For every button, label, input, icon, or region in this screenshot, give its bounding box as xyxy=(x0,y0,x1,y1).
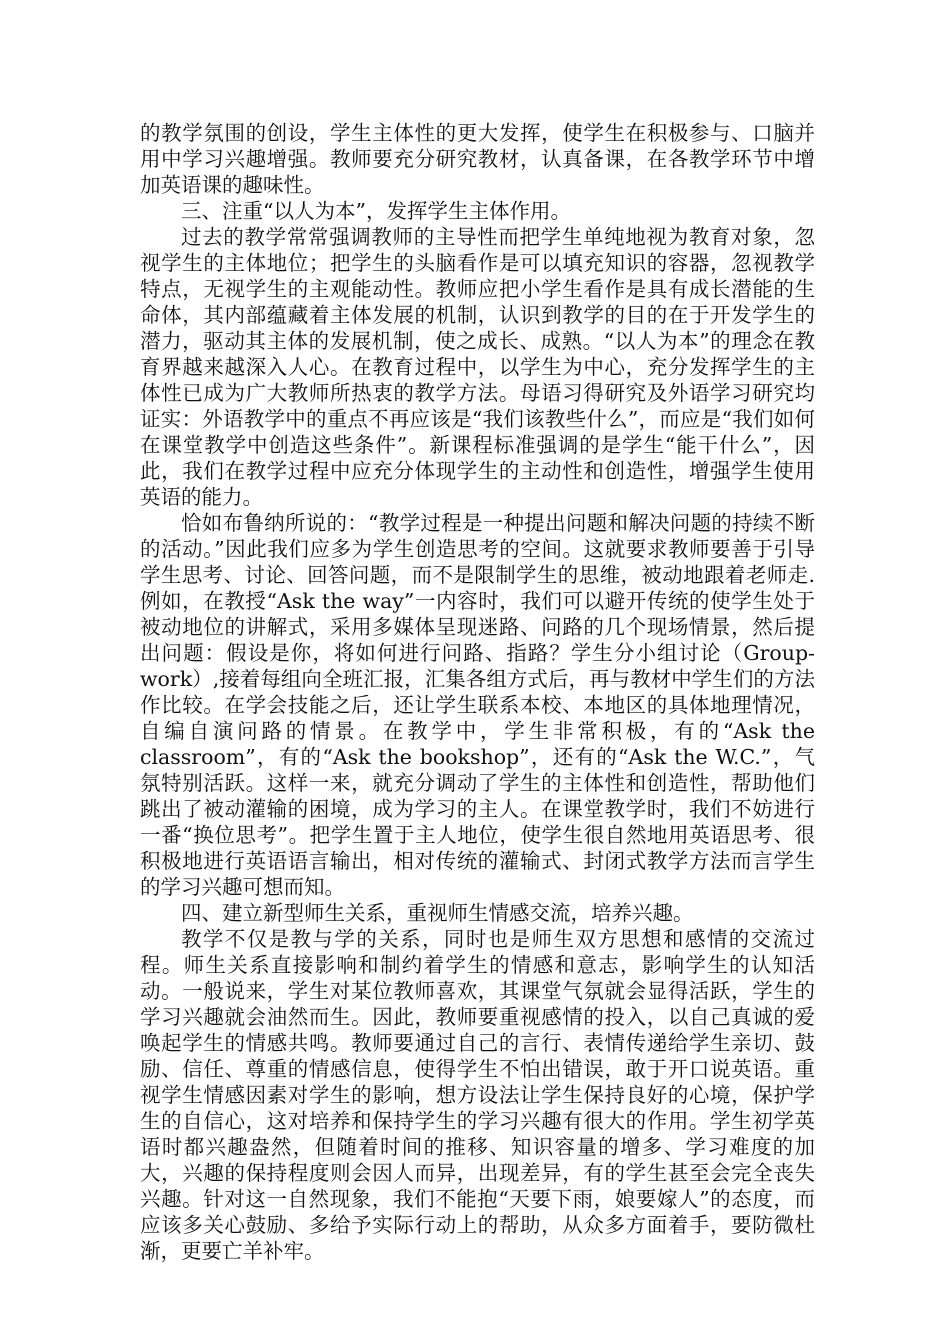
document-body xyxy=(140,120,815,1264)
paragraph-continuation: 的教学氛围的创设，学生主体性的更大发挥，使学生在积极参与、口脑并用中学习兴趣增强。教师要充分研究教材，认真备课，在各教学环节中增加英语课的趣味性。 xyxy=(140,121,815,197)
section-heading-four: 四、建立新型师生关系，重视师生情感交流，培养兴趣。 xyxy=(181,901,694,925)
paragraph-bruner-example: 恰如布鲁纳所说的：“教学过程是一种提出问题和解决问题的持续不断的活动。”因此我们应多为学生创造思考的空间。这就要求教师要善于引导学生思考、讨论、回答问题，而不是限制学生的思维，被动地跟着老师走.例如，在教授“Ask the way”一内容时，我们可以避开传统的使学生处于被动地位的讲解式，采用多媒体呈现迷路、问路的几个现场情景，然后提出问题：假设是你，将如何进行问路、指路？学生分小组讨论（Group-work）,接着每组向全班汇报，汇集各组方式后，再与教材中学生们的方法作比较。在学会技能之后，还让学生联系本校、本地区的具体地理情况，自编自演问路的情景。在教学中，学生非常积极，有的“Ask the classroom”，有的“Ask the bookshop”，还有的“Ask the W.C.”，气氛特别活跃。这样一来，就充分调动了学生的主体性和创造性，帮助他们跳出了被动灌输的困境，成为学习的主人。在课堂教学时，我们不妨进行一番“换位思考”。把学生置于主人地位，使学生很自然地用英语思考、很积极地进行英语语言输出，相对传统的灌输式、封闭式教学方法而言学生的学习兴趣可想而知。 xyxy=(140,511,815,899)
paragraph-student-centered: 过去的教学常常强调教师的主导性而把学生单纯地视为教育对象，忽视学生的主体地位；把学生的头脑看作是可以填充知识的容器，忽视教学特点，无视学生的主观能动性。教师应把小学生看作是具有成长潜能的生命体，其内部蕴藏着主体发展的机制，认识到教学的目的在于开发学生的潜力，驱动其主体的发展机制，使之成长、成熟。“以人为本”的理念在教育界越来越深入人心。在教育过程中，以学生为中心，充分发挥学生的主体性已成为广大教师所热衷的教学方法。母语习得研究及外语学习研究均证实：外语教学中的重点不再应该是“我们该教些什么”，而应是“我们如何在课堂教学中创造这些条件”。新课程标准强调的是学生“能干什么”，因此，我们在教学过程中应充分体现学生的主动性和创造性，增强学生使用英语的能力。 xyxy=(140,225,815,509)
paragraph-teacher-student-relationship: 教学不仅是教与学的关系，同时也是师生双方思想和感情的交流过程。师生关系直接影响和制约着学生的情感和意志，影响学生的认知活动。一般说来，学生对某位教师喜欢，其课堂气氛就会显得活跃，学生的学习兴趣就会油然而生。因此，教师要重视感情的投入，以自己真诚的爱唤起学生的情感共鸣。教师要通过自己的言行、表情传递给学生亲切、鼓励、信任、尊重的情感信息，使得学生不怕出错误，敢于开口说英语。重视学生情感因素对学生的影响，想方设法让学生保持良好的心境，保护学生的自信心，这对培养和保持学生的学习兴趣有很大的作用。学生初学英语时都兴趣盎然，但随着时间的推移、知识容量的增多、学习难度的加大，兴趣的保持程度则会因人而异，出现差异，有的学生甚至会完全丧失兴趣。针对这一自然现象，我们不能抱“天要下雨，娘要嫁人”的态度，而应该多关心鼓励、多给予实际行动上的帮助，从众多方面着手，要防微杜渐，更要亡羊补牢。 xyxy=(140,927,815,1263)
section-heading-three: 三、注重“以人为本”，发挥学生主体作用。 xyxy=(181,199,571,223)
